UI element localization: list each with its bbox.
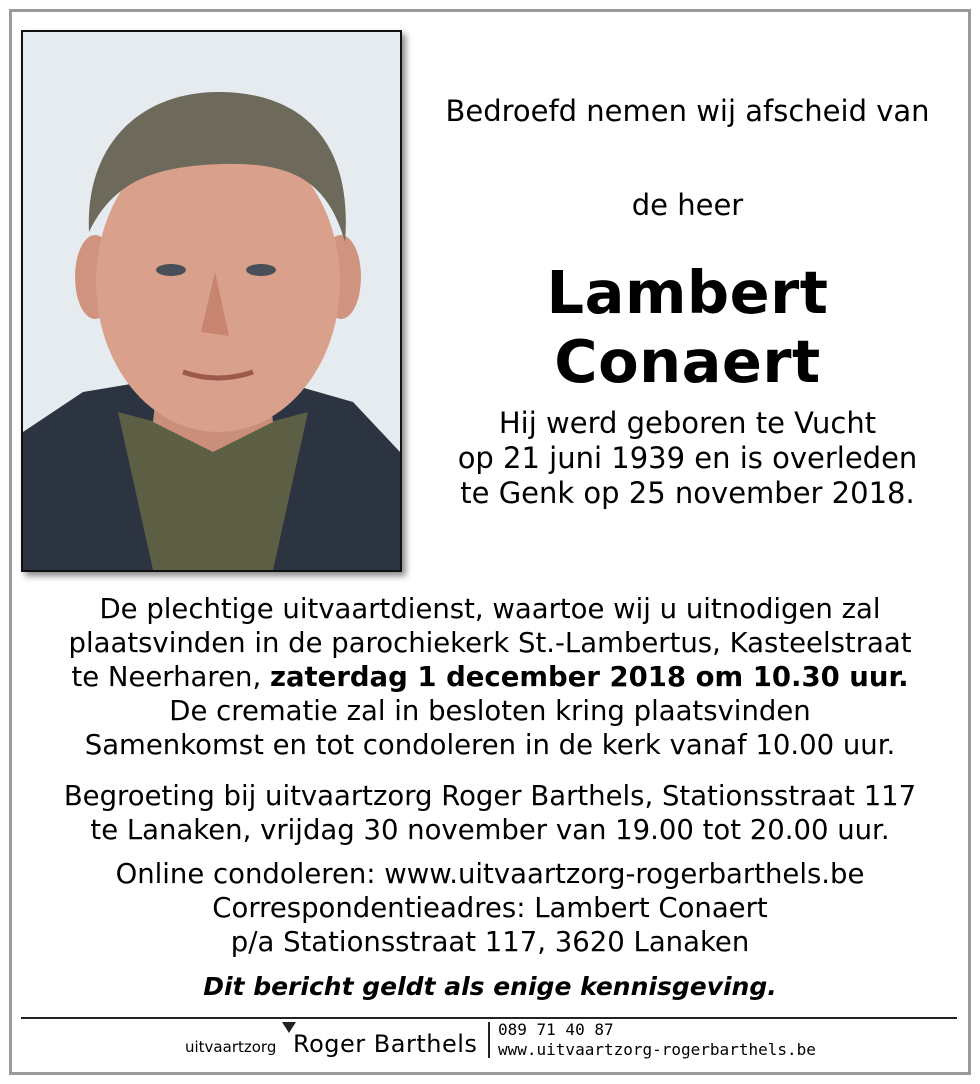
birth-line: Hij werd geboren te Vucht [498,406,877,440]
greeting-info [20,779,960,847]
service-line: De crematie zal in besloten kring plaatsvinden [169,695,811,727]
service-place: te Neerharen, [71,661,270,693]
birth-line: te Genk op 25 november 2018. [460,476,915,510]
correspondence-address: Correspondentieadres: Lambert Conaert [212,892,768,924]
postal-address: p/a Stationsstraat 117, 3620 Lanaken [230,926,750,958]
honorific: de heer [631,188,744,222]
company-label: uitvaartzorg [185,1038,277,1056]
deceased-name: Lambert Conaert [546,258,829,396]
company-name: Roger Barthels [293,1030,478,1058]
footer-separator [488,1022,490,1058]
birth-death-info [440,406,935,511]
service-date: zaterdag 1 december 2018 om 10.30 uur. [269,661,909,693]
notice-text: Dit bericht geldt als enige kennisgeving. [203,972,777,1001]
greeting-line: Begroeting bij uitvaartzorg Roger Barthels, Stationsstraat 117 [63,780,917,812]
company-phone: 089 71 40 87 [498,1020,614,1039]
birth-line: op 21 juni 1939 en is overleden [457,441,918,475]
footer-divider [21,1017,957,1019]
service-line: De plechtige uitvaartdienst, waartoe wij u uitnodigen zal [99,593,881,625]
greeting-line: te Lanaken, vrijdag 30 november van 19.00 tot 20.00 uur. [90,814,890,846]
company-website: www.uitvaartzorg-rogerbarthels.be [498,1040,816,1059]
portrait-photo [21,30,402,572]
service-info [20,592,960,762]
service-line [20,660,960,694]
service-line: Samenkomst en tot condoleren in de kerk vanaf 10.00 uur. [84,729,896,761]
contact-info [20,857,960,959]
intro-text: Bedroefd nemen wij afscheid van [445,94,930,128]
service-line: plaatsvinden in de parochiekerk St.-Lambertus, Kasteelstraat [68,627,912,659]
online-condolence: Online condoleren: www.uitvaartzorg-rogerbarthels.be [115,858,865,890]
